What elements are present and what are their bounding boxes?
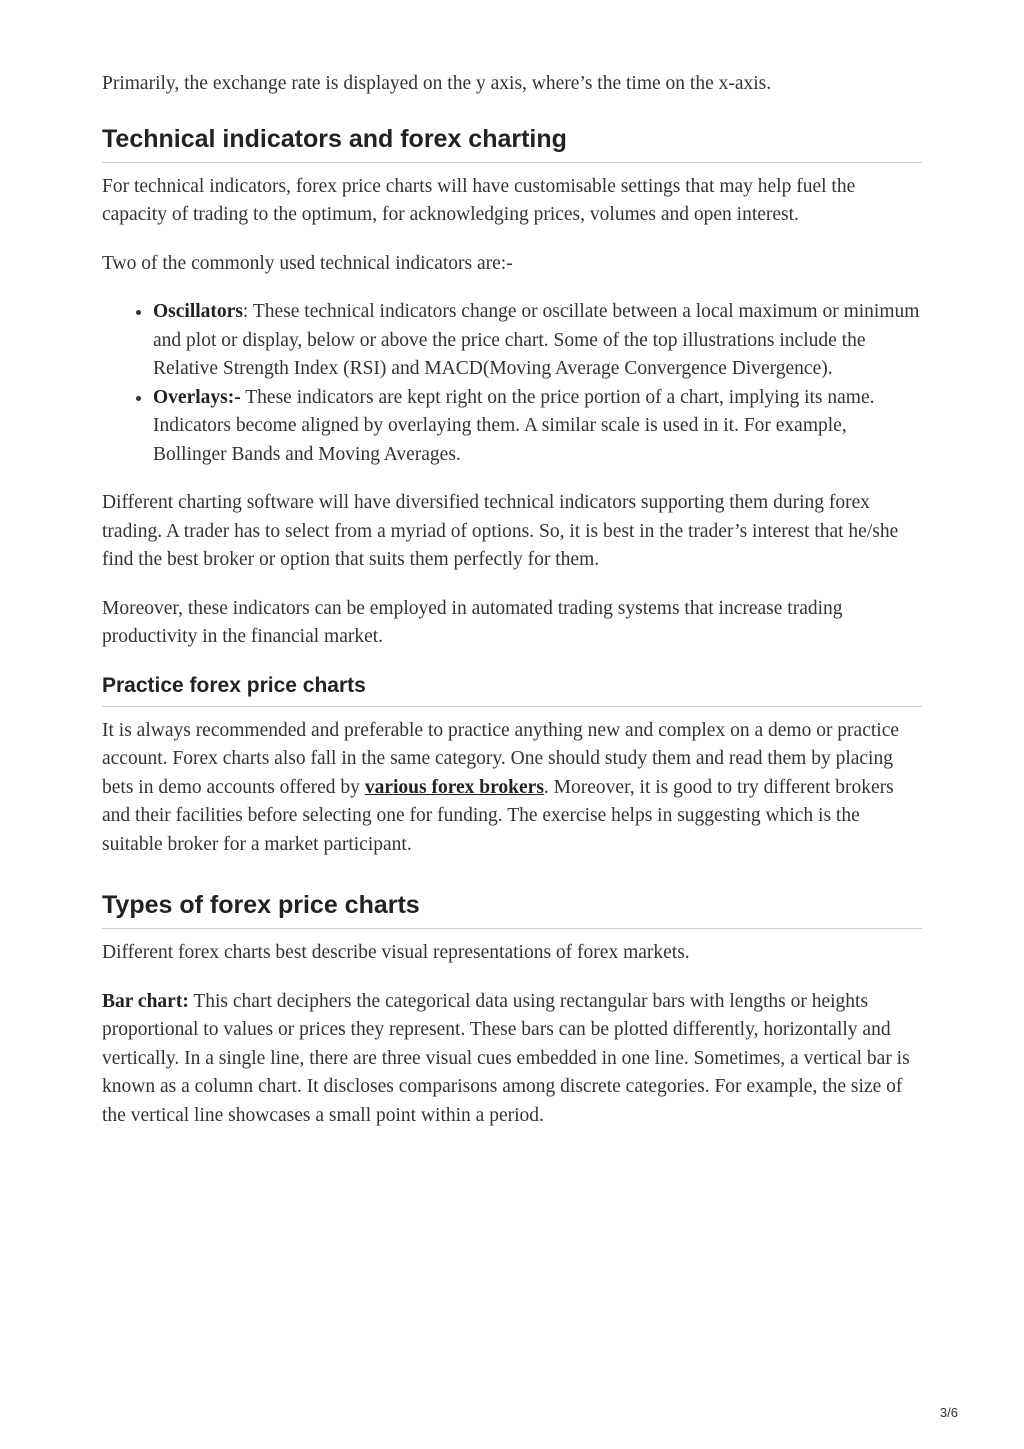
description-oscillators: : These technical indicators change or oscillate between a local maximum or minimum and plot or display, below or above the price chart. Some of the top illustrations include the Relative Strength Index (RSI) and MACD(Moving Average Convergence Divergence). (153, 301, 920, 379)
heading-types-of-charts: Types of forex price charts (102, 889, 922, 929)
heading-practice-charts: Practice forex price charts (102, 672, 922, 707)
term-bar-chart: Bar chart: (102, 990, 189, 1012)
various-forex-brokers-link[interactable]: various forex brokers (364, 776, 544, 798)
paragraph-automated-trading: Moreover, these indicators can be employed in automated trading systems that increase trading productivity in the financial market. (102, 597, 843, 647)
paragraph-technical-indicators: For technical indicators, forex price charts will have customisable settings that may help fuel the capacity of trading to the optimum, for acknowledging prices, volumes and open interest. (102, 175, 856, 225)
article-content (102, 70, 922, 1150)
paragraph-practice (102, 717, 922, 860)
indicator-list (102, 298, 922, 469)
paragraph-types-intro: Different forex charts best describe visual representations of forex markets. (102, 942, 690, 963)
practice-text-before: It is always recommended and preferable to practice anything new and complex on a demo or practice account. Forex charts also fall in the same category. One should study them and read them by placing bets in demo accounts offered by (102, 719, 900, 798)
page-number: 3/6 (939, 1405, 958, 1420)
intro-paragraph: Primarily, the exchange rate is displayed on the y axis, where’s the time on the x-axis. (102, 73, 772, 94)
practice-text-after: . Moreover, it is good to try different brokers and their facilities before selecting one for funding. The exercise helps in suggesting which is the suitable broker for a market participant. (102, 776, 894, 855)
list-item-oscillators (153, 298, 922, 384)
description-overlays: These indicators are kept right on the price portion of a chart, implying its name. Indicators become aligned by overlaying them. A similar scale is used in it. For example, Bollinger Bands and Moving Averages. (153, 386, 875, 465)
term-overlays: Overlays:- (153, 386, 241, 408)
paragraph-commonly-used: Two of the commonly used technical indicators are:- (102, 252, 513, 274)
paragraph-bar-chart (102, 988, 922, 1131)
description-bar-chart: This chart deciphers the categorical data using rectangular bars with lengths or heights proportional to values or prices they represent. These bars can be plotted differently, horizontally and vertically. In a single line, there are three visual cues embedded in one line. Sometimes, a vertical bar is known as a column chart. It discloses comparisons among discrete categories. For example, the size of the vertical line showcases a small point within a period. (102, 990, 910, 1126)
list-item-overlays (153, 384, 922, 470)
paragraph-charting-software: Different charting software will have diversified technical indicators supporting them during forex trading. A trader has to select from a myriad of options. So, it is best in the trader’s interest that he/she find the best broker or option that suits them perfectly for them. (102, 492, 899, 570)
term-oscillators: Oscillators (153, 301, 243, 322)
heading-technical-indicators: Technical indicators and forex charting (102, 123, 922, 163)
